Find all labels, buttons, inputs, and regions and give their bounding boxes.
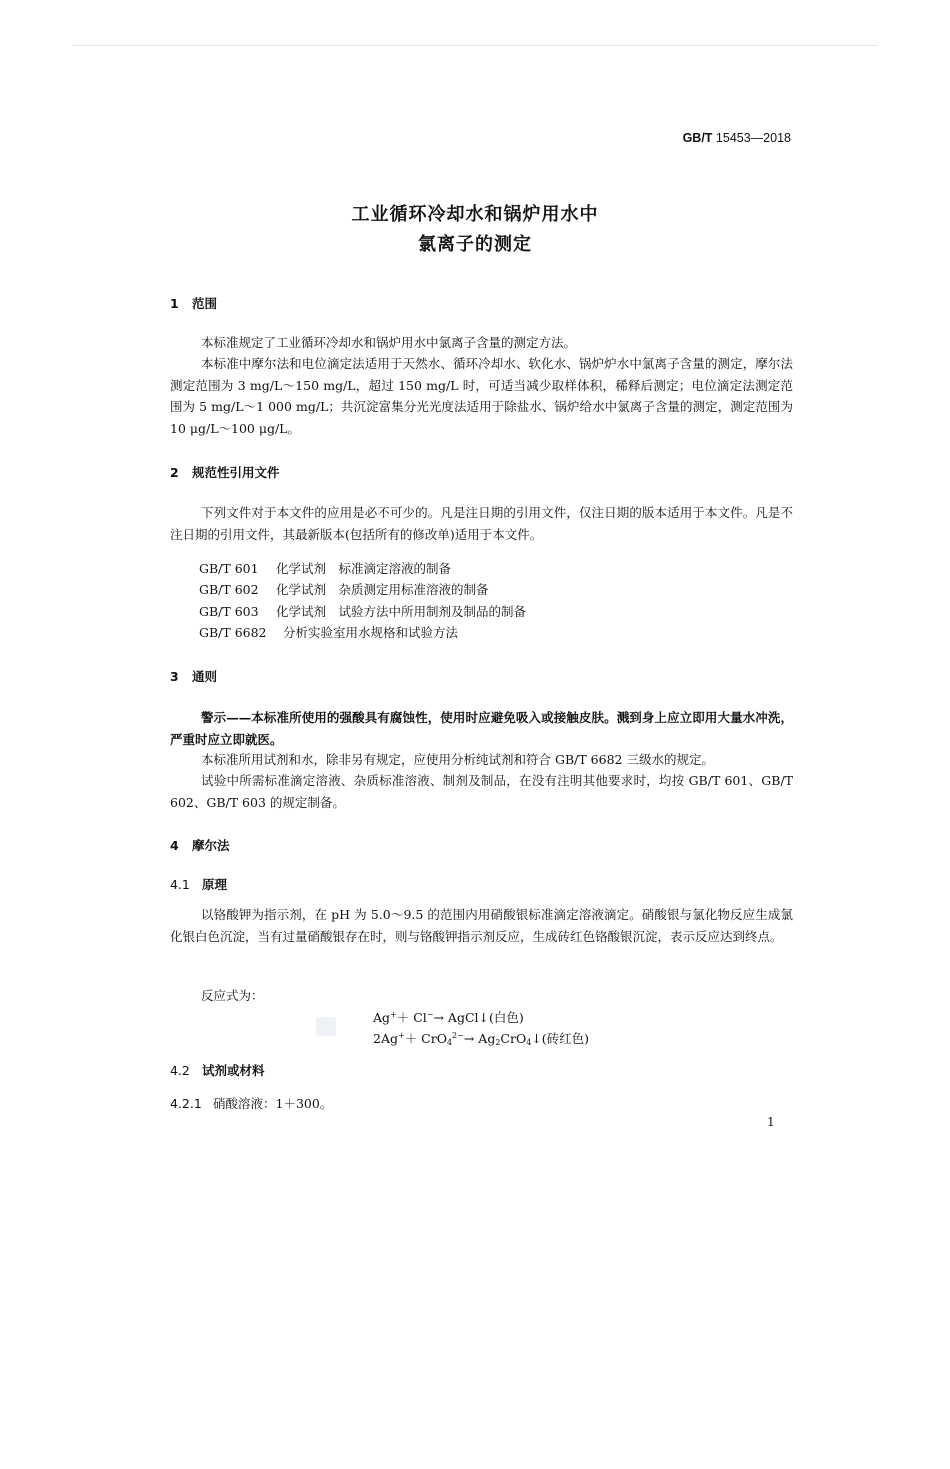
principle-paragraph: 以铬酸钾为指示剂，在 pH 为 5.0～9.5 的范围内用硝酸银标准滴定溶液滴定。硝酸银与氯化物反应生成氯化银白色沉淀，当有过量硝酸银存在时，则与铬酸钾指示剂反应，生成砖红色铬酸银沉淀，表示反应达到终点。 xyxy=(170,907,793,944)
scope-paragraph-2: 本标准中摩尔法和电位滴定法适用于天然水、循环冷却水、软化水、锅炉炉水中氯离子含量的测定，摩尔法测定范围为 3 mg/L～150 mg/L，超过 150 mg/L 时，可适当减少取样体积，稀释后测定；电位滴定法测定范围为 5 mg/L～1 000 mg/L；共沉淀富集分光光度法适用于除盐水、锅炉给水中氯离子含量的测定，测定范围为 10 μg/L～100 μg/L。 xyxy=(170,356,793,436)
reference-item xyxy=(199,601,526,622)
clause-4-2-1 xyxy=(170,1094,332,1112)
section-title: 摩尔法 xyxy=(192,838,230,853)
reference-title: 化学试剂 杂质测定用标准溶液的制备 xyxy=(276,582,489,598)
clause-number: 4.2.1 xyxy=(170,1096,202,1111)
section-title: 范围 xyxy=(192,296,218,311)
document-title-line1: 工业循环冷却水和锅炉用水中 xyxy=(351,204,599,225)
subsection-number: 4.1 xyxy=(170,877,190,892)
reference-item xyxy=(199,622,526,643)
reaction-equation-2: $2Ag^++ CrO_4^{2-}\to Ag_2CrO_4↓$(砖红色) xyxy=(373,1031,590,1047)
reference-list xyxy=(199,558,526,643)
subsection-title: 试剂或材料 xyxy=(202,1063,265,1078)
section-1-heading xyxy=(170,294,217,312)
reaction-equation-1: Ag+＋ Cl−→ AgCl↓(白色) xyxy=(373,1010,524,1025)
general-rule-paragraph-2: 试验中所需标准滴定溶液、杂质标准溶液、制剂及制品，在没有注明其他要求时，均按 GB/T 601、GB/T 602、GB/T 603 的规定制备。 xyxy=(170,773,793,810)
reference-title: 化学试剂 试验方法中所用制剂及制品的制备 xyxy=(276,603,527,619)
reference-item xyxy=(199,579,526,600)
section-title: 通则 xyxy=(192,669,218,684)
reference-code: GB/T 602 xyxy=(199,582,259,598)
section-number: 1 xyxy=(170,296,179,311)
reference-item xyxy=(199,558,526,579)
standard-number xyxy=(683,131,791,145)
section-number: 3 xyxy=(170,669,179,684)
reference-code: GB/T 601 xyxy=(199,561,259,576)
subsection-4-1-heading xyxy=(170,875,227,893)
section-title: 规范性引用文件 xyxy=(192,465,280,480)
top-rule xyxy=(72,45,878,46)
watermark-stamp xyxy=(316,1017,336,1036)
standard-code: 15453—2018 xyxy=(715,131,791,145)
reference-title: 分析实验室用水规格和试验方法 xyxy=(283,624,459,640)
standard-prefix: GB/T xyxy=(682,131,713,145)
reference-title: 化学试剂 标准滴定溶液的制备 xyxy=(276,561,452,576)
section-3-heading xyxy=(170,667,217,685)
reaction-label: 反应式为： xyxy=(201,988,264,1003)
normative-references-paragraph: 下列文件对于本文件的应用是必不可少的。凡是注日期的引用文件，仅注日期的版本适用于本文件。凡是不注日期的引用文件，其最新版本(包括所有的修改单)适用于本文件。 xyxy=(170,505,793,542)
section-4-heading xyxy=(170,836,230,854)
scope-paragraph-1: 本标准规定了工业循环冷却水和锅炉用水中氯离子含量的测定方法。 xyxy=(201,335,577,350)
section-number: 2 xyxy=(170,465,179,480)
subsection-4-2-heading xyxy=(170,1061,265,1079)
subsection-title: 原理 xyxy=(202,877,228,892)
document-title-line2: 氯离子的测定 xyxy=(418,234,532,255)
section-number: 4 xyxy=(170,838,179,853)
subsection-number: 4.2 xyxy=(170,1063,190,1078)
general-rule-paragraph-1: 本标准所用试剂和水，除非另有规定，应使用分析纯试剂和符合 GB/T 6682 三级水的规定。 xyxy=(201,752,714,767)
reference-code: GB/T 6682 xyxy=(199,624,267,640)
clause-text: 硝酸溶液：1＋300。 xyxy=(213,1096,333,1111)
safety-warning: 警示——本标准所使用的强酸具有腐蚀性，使用时应避免吸入或接触皮肤。溅到身上应立即用大量水冲洗，严重时应立即就医。 xyxy=(170,710,793,747)
page-number: 1 xyxy=(767,1115,775,1129)
section-2-heading xyxy=(170,463,280,481)
reference-code: GB/T 603 xyxy=(199,603,259,619)
